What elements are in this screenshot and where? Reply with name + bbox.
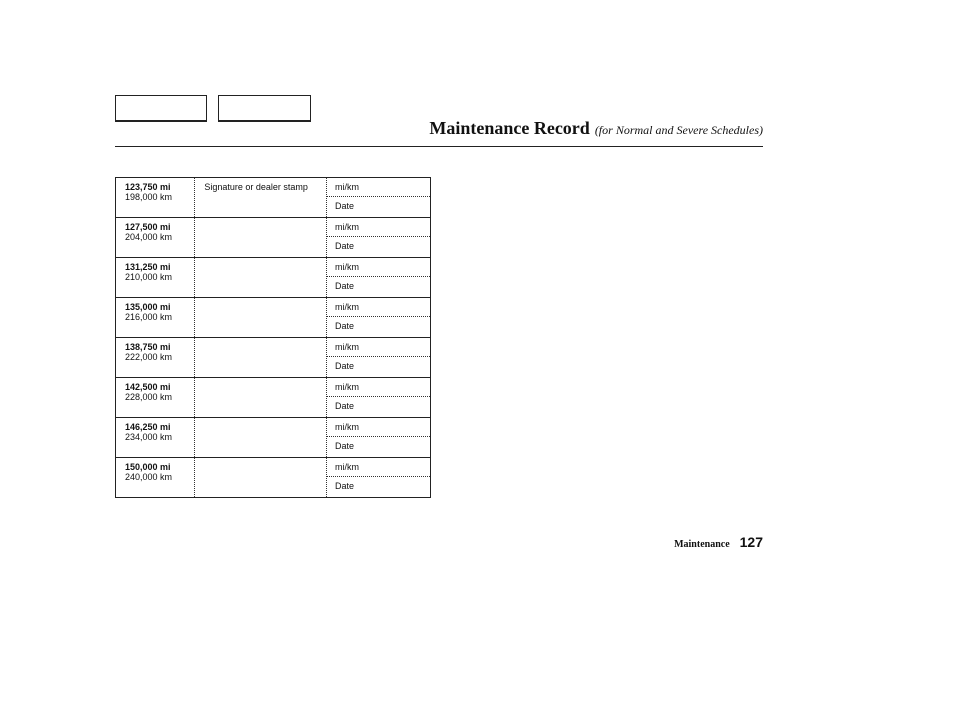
odometer-field[interactable]: mi/km: [327, 458, 430, 477]
mileage-kilometers: 234,000 km: [125, 432, 173, 442]
footer-section-name: Maintenance: [674, 539, 730, 550]
record-row: [116, 458, 431, 498]
date-field[interactable]: Date: [335, 481, 355, 491]
odometer-date-cell: [327, 378, 431, 418]
date-field[interactable]: Date: [335, 241, 355, 251]
title-divider: [115, 146, 763, 147]
mileage-kilometers: 240,000 km: [125, 472, 173, 482]
odometer-date-cell: [327, 418, 431, 458]
record-row: [116, 418, 431, 458]
signature-stamp-cell[interactable]: [195, 218, 327, 258]
mileage-miles: 123,750 mi: [125, 182, 171, 192]
signature-stamp-cell[interactable]: [195, 458, 327, 498]
signature-stamp-cell[interactable]: [195, 418, 327, 458]
odometer-field[interactable]: mi/km: [327, 218, 430, 237]
signature-stamp-cell[interactable]: [195, 178, 327, 218]
odometer-field[interactable]: mi/km: [327, 298, 430, 317]
mileage-cell: [116, 298, 195, 338]
mileage-miles: 150,000 mi: [125, 462, 171, 472]
mileage-cell: [116, 338, 195, 378]
date-field[interactable]: Date: [335, 401, 355, 411]
page-subtitle: (for Normal and Severe Schedules): [594, 123, 763, 137]
signature-stamp-label: Signature or dealer stamp: [204, 182, 308, 192]
mileage-kilometers: 222,000 km: [125, 352, 173, 362]
odometer-field[interactable]: mi/km: [327, 378, 430, 397]
record-row: [116, 338, 431, 378]
record-row: [116, 378, 431, 418]
page-title: Maintenance Record: [429, 118, 590, 138]
odometer-date-cell: [327, 178, 431, 218]
mileage-cell: [116, 458, 195, 498]
mileage-kilometers: 216,000 km: [125, 312, 173, 322]
date-field[interactable]: Date: [335, 201, 355, 211]
odometer-date-cell: [327, 258, 431, 298]
mileage-cell: [116, 418, 195, 458]
page-title-row: [115, 118, 763, 146]
odometer-date-cell: [327, 298, 431, 338]
odometer-field[interactable]: mi/km: [327, 418, 430, 437]
maintenance-record-table: [115, 177, 431, 498]
date-field[interactable]: Date: [335, 281, 355, 291]
mileage-cell: [116, 258, 195, 298]
mileage-miles: 138,750 mi: [125, 342, 171, 352]
record-row: [116, 258, 431, 298]
mileage-miles: 135,000 mi: [125, 302, 171, 312]
signature-stamp-cell[interactable]: [195, 298, 327, 338]
signature-stamp-cell[interactable]: [195, 338, 327, 378]
mileage-miles: 142,500 mi: [125, 382, 171, 392]
odometer-date-cell: [327, 458, 431, 498]
page-footer: [115, 534, 763, 556]
mileage-miles: 146,250 mi: [125, 422, 171, 432]
date-field[interactable]: Date: [335, 361, 355, 371]
page-number: 127: [739, 534, 763, 550]
mileage-kilometers: 204,000 km: [125, 232, 173, 242]
signature-stamp-cell[interactable]: [195, 258, 327, 298]
mileage-kilometers: 198,000 km: [125, 192, 173, 202]
odometer-field[interactable]: mi/km: [327, 338, 430, 357]
mileage-cell: [116, 378, 195, 418]
odometer-date-cell: [327, 338, 431, 378]
record-row: [116, 298, 431, 338]
date-field[interactable]: Date: [335, 441, 355, 451]
date-field[interactable]: Date: [335, 321, 355, 331]
odometer-field[interactable]: mi/km: [327, 258, 430, 277]
mileage-kilometers: 228,000 km: [125, 392, 173, 402]
mileage-cell: [116, 218, 195, 258]
record-row: [116, 218, 431, 258]
mileage-kilometers: 210,000 km: [125, 272, 173, 282]
mileage-miles: 131,250 mi: [125, 262, 171, 272]
mileage-miles: 127,500 mi: [125, 222, 171, 232]
odometer-field[interactable]: mi/km: [327, 178, 430, 197]
odometer-date-cell: [327, 218, 431, 258]
signature-stamp-cell[interactable]: [195, 378, 327, 418]
mileage-cell: [116, 178, 195, 218]
record-row: [116, 178, 431, 218]
